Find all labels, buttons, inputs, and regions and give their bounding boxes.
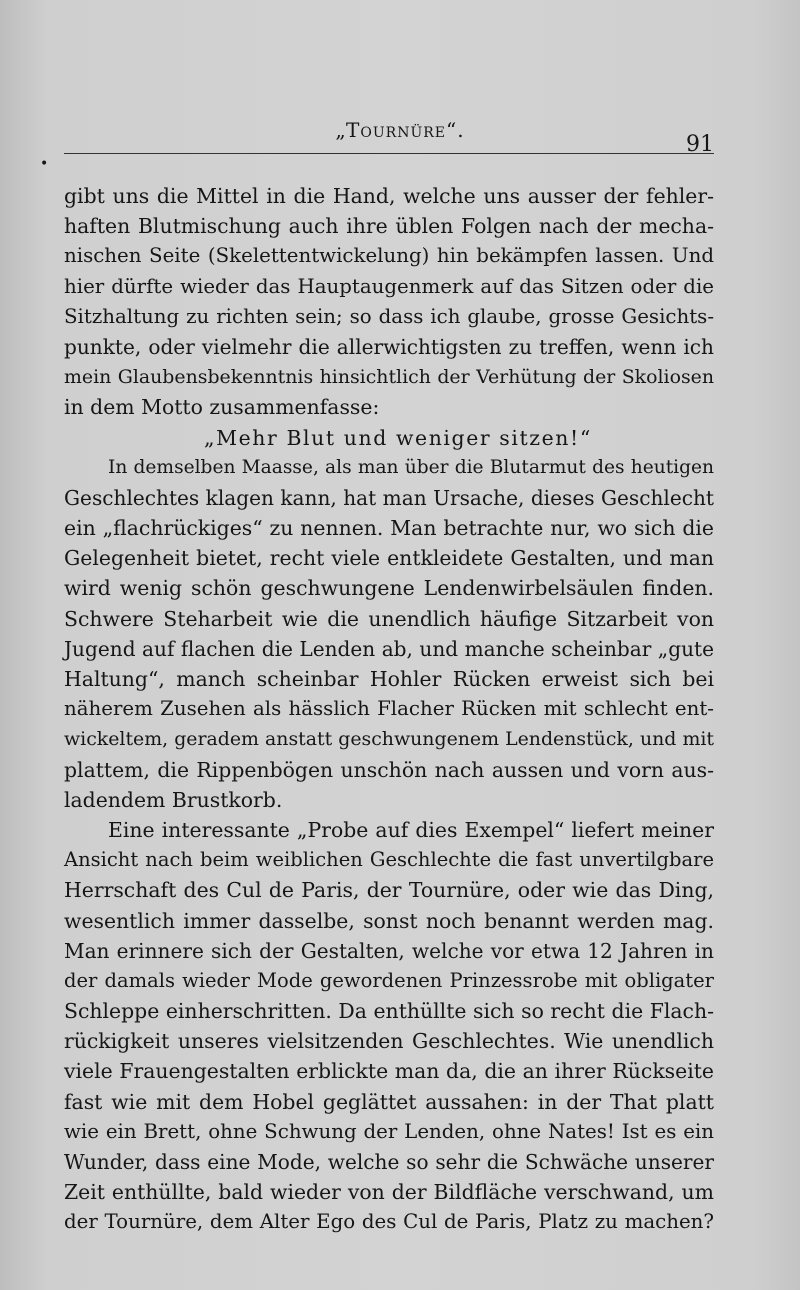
- text-line: mein Glaubensbekenntnis hinsichtlich der Verhütung der Skoliosen: [64, 366, 714, 389]
- text-line: wesentlich immer dasselbe, sonst noch benannt werden mag.: [64, 908, 714, 933]
- text-line: Haltung“, manch scheinbar Hohler Rücken erweist sich bei: [64, 667, 714, 691]
- text-line: Eine interessante „Probe auf dies Exempel“ liefert meiner: [108, 817, 714, 842]
- text-line: in dem Motto zusammenfasse:: [64, 395, 380, 420]
- text-line: Geschlechtes klagen kann, hat man Ursache, dieses Geschlecht: [64, 485, 714, 510]
- text-line: hier dürfte wieder das Hauptaugenmerk auf das Sitzen oder die: [64, 274, 714, 298]
- text-line: wird wenig schön geschwungene Lendenwirbelsäulen finden.: [64, 576, 714, 601]
- margin-dot-icon: •: [40, 156, 49, 172]
- text-line: haften Blutmischung auch ihre üblen Folgen nach der mecha-: [64, 214, 714, 239]
- text-line: Schwere Steharbeit wie die unendlich häufige Sitzarbeit von: [64, 606, 714, 631]
- text-line: nischen Seite (Skelettentwickelung) hin bekämpfen lassen. Und: [64, 244, 714, 268]
- text-line: rückigkeit unseres vielsitzenden Geschlechtes. Wie unendlich: [64, 1029, 714, 1054]
- page-number: 91: [686, 132, 714, 157]
- text-line: ladendem Brustkorb.: [64, 787, 283, 812]
- text-line: der Tournüre, dem Alter Ego des Cul de Paris, Platz zu machen?: [64, 1210, 714, 1234]
- text-line: Gelegenheit bietet, recht viele entkleidete Gestalten, und man: [64, 546, 714, 571]
- text-line: plattem, die Rippenbögen unschön nach aussen und vorn aus-: [64, 757, 714, 782]
- text-line: der damals wieder Mode gewordenen Prinzessrobe mit obligater: [64, 968, 714, 992]
- body-text: [64, 181, 714, 1238]
- text-line: Man erinnere sich der Gestalten, welche vor etwa 12 Jahren in: [64, 938, 714, 963]
- text-line: fast wie mit dem Hobel geglättet aussahen: in der That platt: [64, 1089, 714, 1114]
- text-line: Ansicht nach beim weiblichen Geschlechte die fast unvertilgbare: [64, 848, 714, 872]
- text-line: Sitzhaltung zu richten sein; so dass ich glaube, grosse Gesichts-: [64, 304, 714, 328]
- text-line: viele Frauengestalten erblickte man da, die an ihrer Rückseite: [64, 1059, 714, 1084]
- text-line: ein „flachrückiges“ zu nennen. Man betrachte nur, wo sich die: [64, 516, 714, 541]
- text-line: Herrschaft des Cul de Paris, der Tournüre, oder wie das Ding,: [64, 878, 714, 903]
- text-line: wie ein Brett, ohne Schwung der Lenden, ohne Nates! Ist es ein: [64, 1119, 714, 1143]
- text-line: Wunder, dass eine Mode, welche so sehr die Schwäche unserer: [64, 1150, 714, 1174]
- text-line: näherem Zusehen als hässlich Flacher Rücken mit schlecht ent-: [64, 697, 714, 721]
- text-line: Jugend auf flachen die Lenden ab, und manche scheinbar „gute: [64, 636, 714, 661]
- text-line: Zeit enthüllte, bald wieder von der Bildfläche verschwand, um: [64, 1180, 714, 1205]
- text-line: punkte, oder vielmehr die allerwichtigsten zu treffen, wenn ich: [64, 334, 714, 359]
- text-line: gibt uns die Mittel in die Hand, welche uns ausser der fehler-: [64, 184, 714, 208]
- motto-line: „Mehr Blut und weniger sitzen!“: [204, 425, 592, 450]
- header-rule: [64, 153, 714, 154]
- running-head: „Tournüre“.: [335, 118, 465, 142]
- text-line: wickeltem, geradem anstatt geschwungenem Lendenstück, und mit: [64, 728, 714, 751]
- text-line: In demselben Maasse, als man über die Blutarmut des heutigen: [108, 456, 714, 478]
- text-line: Schleppe einherschritten. Da enthüllte sich so recht die Flach-: [64, 999, 714, 1024]
